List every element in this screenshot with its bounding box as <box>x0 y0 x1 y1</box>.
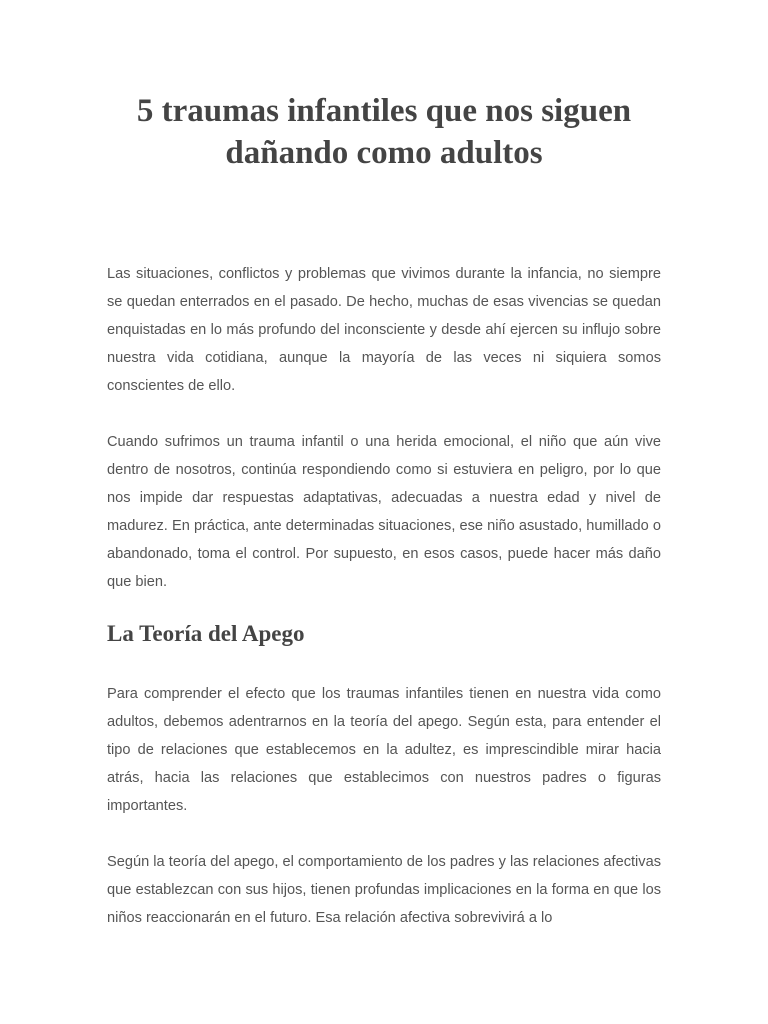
intro-paragraph-2: Cuando sufrimos un trauma infantil o una herida emocional, el niño que aún vive dentro de nosotros, continúa respondiendo como si estuviera en peligro, por lo que nos impide dar respuestas adaptativas, adecuadas a nuestra edad y nivel de madurez. En práctica, ante determinadas situaciones, ese niño asustado, humillado o abandonado, toma el control. Por supuesto, en esos casos, puede hacer más daño que bien. <box>107 434 661 590</box>
section-paragraph-2: Según la teoría del apego, el comportamiento de los padres y las relaciones afectivas que establezcan con sus hijos, tienen profundas implicaciones en la forma en que los niños reaccionarán en el futuro. Esa relación afectiva sobrevivirá a lo <box>107 854 661 926</box>
intro-paragraph-1: Las situaciones, conflictos y problemas que vivimos durante la infancia, no siempre se quedan enterrados en el pasado. De hecho, muchas de esas vivencias se quedan enquistadas en lo más profundo del inconsciente y desde ahí ejercen su influjo sobre nuestra vida cotidiana, aunque la mayoría de las veces ni siquiera somos conscientes de ello. <box>107 266 661 394</box>
section-paragraph-1: Para comprender el efecto que los traumas infantiles tienen en nuestra vida como adultos, debemos adentrarnos en la teoría del apego. Según esta, para entender el tipo de relaciones que establecemos en la adultez, es imprescindible mirar hacia atrás, hacia las relaciones que establecimos con nuestros padres o figuras importantes. <box>107 686 661 814</box>
article-title: 5 traumas infantiles que nos siguen dañando como adultos <box>136 93 632 171</box>
section-heading: La Teoría del Apego <box>107 621 305 646</box>
